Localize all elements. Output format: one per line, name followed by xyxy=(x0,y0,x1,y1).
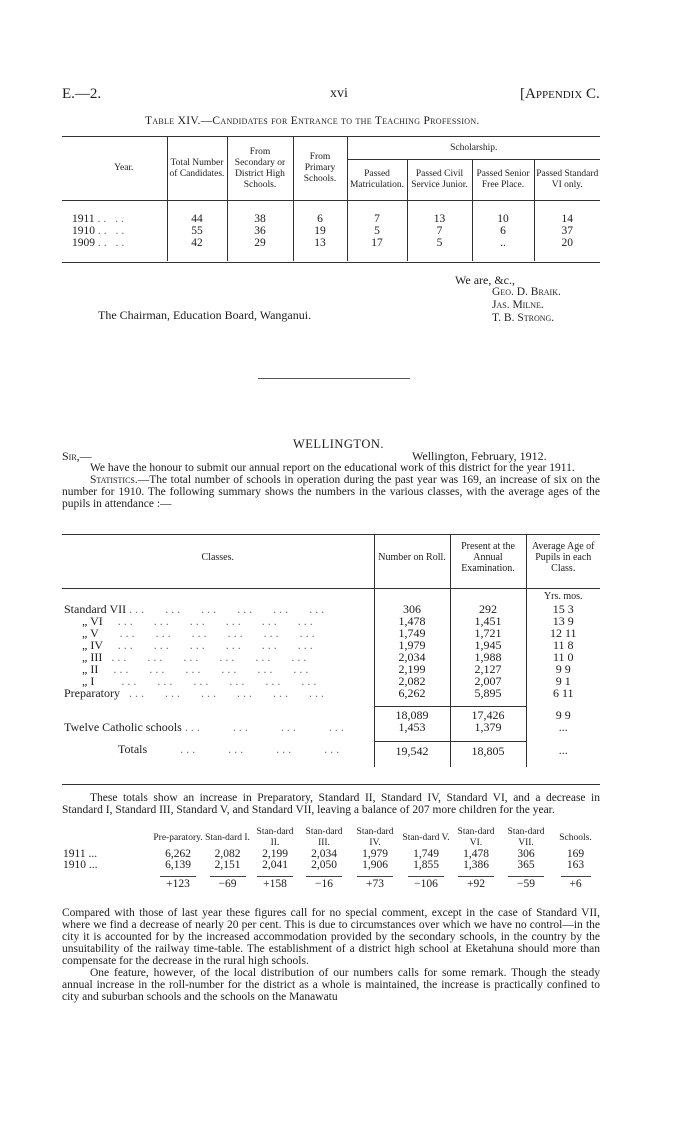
cell-roll: 1,453 xyxy=(374,721,450,733)
paragraph: These totals show an increase in Preparatory, Standard II, Standard IV, Standard VI, and a decrease in Standard I, Standard III, Standard V, and Standard VII, leaving a balance of 207 more children for the year. xyxy=(62,792,600,816)
cell-senior: .. xyxy=(472,237,534,249)
cell-senior: 10 xyxy=(472,213,534,225)
cell: 2,041 xyxy=(262,859,288,871)
statistics-text: —The total number of schools in operation during the past year was 169, an increase of six on the number for 1910. The following summary shows the numbers in the various classes, with the average ages of the pupils in attendance :— xyxy=(62,474,600,510)
signatory-name: Geo. D. Braik. xyxy=(492,286,561,298)
cell-primary: 13 xyxy=(293,237,347,249)
cell-age: ... xyxy=(526,741,600,767)
table-row: Standard VII ... ... ... ... ... ... 306 292 15 3 xyxy=(62,603,600,615)
page-header-center: xvi xyxy=(330,86,348,101)
cell-roll: 306 xyxy=(374,603,450,615)
cell-present: 17,426 xyxy=(450,707,526,722)
cell: +92 xyxy=(467,878,485,890)
commentary xyxy=(62,907,600,1003)
class-label: Totals xyxy=(118,741,148,756)
table-row xyxy=(62,213,600,225)
col-matric: Passed Matriculation. xyxy=(347,160,407,201)
candidates-table xyxy=(62,137,600,261)
table-row: „ IV ... ... ... ... ... ... 1,979 1,945 11 8 xyxy=(62,639,600,651)
cell-age: 12 11 xyxy=(526,627,600,639)
col-standard-iii: Stan-dard III. xyxy=(305,827,343,848)
cell-roll: 2,082 xyxy=(374,675,450,687)
table-row: „ I ... ... ... ... ... ... 2,082 2,007 9 1 xyxy=(62,675,600,687)
cell-roll: 18,089 xyxy=(374,707,450,722)
class-label: Standard VII xyxy=(64,601,127,616)
cell: 2,050 xyxy=(311,859,337,871)
cell-senior: 6 xyxy=(472,225,534,237)
col-classes: Classes. xyxy=(201,552,234,563)
table-row: „ V ... ... ... ... ... ... 1,749 1,721 12 11 xyxy=(62,627,600,639)
cell: 2,034 xyxy=(311,848,337,860)
cell-present: 5,895 xyxy=(450,687,526,699)
cell-age: 11 0 xyxy=(526,651,600,663)
cell-secondary: 36 xyxy=(227,225,293,237)
table-row xyxy=(62,237,600,249)
table-row xyxy=(62,860,600,871)
totals-row: Totals ... ... ... ... 19,542 18,805 ... xyxy=(62,741,600,767)
signatory-name: T. B. Strong. xyxy=(492,312,555,324)
cell-std6: 14 xyxy=(534,213,600,225)
class-label: „ I xyxy=(82,673,95,688)
col-standard-iv: Stan-dard IV. xyxy=(356,827,394,848)
col-scholarship: Scholarship. xyxy=(347,137,600,160)
cell-roll: 1,478 xyxy=(374,615,450,627)
cell: +158 xyxy=(263,878,287,890)
section-divider xyxy=(258,378,410,379)
cell: −69 xyxy=(218,878,237,890)
page-header-left: E.—2. xyxy=(62,86,102,102)
class-label: Preparatory xyxy=(64,685,120,700)
table-bottom-rule xyxy=(62,784,600,785)
cell-total: 44 xyxy=(167,213,227,225)
col-standard-vi: Stan-dard VI. xyxy=(457,827,495,848)
cell-present: 292 xyxy=(450,603,526,615)
cell-roll: 2,199 xyxy=(374,663,450,675)
col-present: Present at the Annual Examination. xyxy=(450,535,526,589)
cell: −16 xyxy=(315,878,333,890)
row-year: 1911 xyxy=(72,213,95,225)
cell-civil: 7 xyxy=(407,225,472,237)
cell-secondary: 38 xyxy=(227,213,293,225)
cell: 6,262 xyxy=(165,848,191,860)
cell-matric: 5 xyxy=(347,225,407,237)
table-row: Preparatory ... ... ... ... ... ... 6,262 5,895 6 11 xyxy=(62,687,600,699)
difference-row xyxy=(62,879,600,890)
increase-decrease-paragraph xyxy=(62,792,600,816)
cell: 1,979 xyxy=(362,848,388,860)
class-label: „ V xyxy=(82,625,99,640)
col-standard-i: Stan-dard I. xyxy=(205,832,250,843)
cell-matric: 17 xyxy=(347,237,407,249)
cell-roll: 1,979 xyxy=(374,639,450,651)
cell-std6: 20 xyxy=(534,237,600,249)
col-secondary: From Secondary or District High Schools. xyxy=(227,137,293,201)
leader-dots: .. .. xyxy=(97,213,127,225)
col-senior: Passed Senior Free Place. xyxy=(472,160,534,201)
cell-primary: 19 xyxy=(293,225,347,237)
paragraph: Compared with those of last year these figures call for no special comment, except in the case of Standard VII, where we find a decrease of nearly 20 per cent. This is due to circumstances over which we have no control—in the city it is accounted for by the increased accommodation provided by the secondary schools, in the country by the unsuitability of the railway time-table. The establishment of a district high school at Eketahuna should more than compensate for the decrease in the rural high schools. xyxy=(62,907,600,967)
cell-matric: 7 xyxy=(347,213,407,225)
cell: +123 xyxy=(166,878,190,890)
table-title: Table XIV.—Candidates for Entrance to the Teaching Profession. xyxy=(145,115,480,127)
classes-table xyxy=(62,535,600,767)
section-heading: WELLINGTON. xyxy=(293,437,385,451)
col-standard-ii: Stan-dard II. xyxy=(256,827,294,848)
row-year: 1910 xyxy=(72,225,95,237)
cell: 1,386 xyxy=(463,859,489,871)
paragraph: We have the honour to submit our annual report on the educational work of this district for the year 1911. xyxy=(90,462,575,474)
leader-dots: .. .. xyxy=(97,225,128,237)
col-preparatory: Pre-paratory. xyxy=(153,832,203,843)
cell-age: 6 11 xyxy=(526,687,600,699)
col-year: Year. xyxy=(114,163,134,173)
cell-total: 55 xyxy=(167,225,227,237)
page-header-right: [Appendix C. xyxy=(520,86,600,102)
col-primary: From Primary Schools. xyxy=(293,137,347,201)
paragraph xyxy=(62,474,600,510)
cell-present: 1,945 xyxy=(450,639,526,651)
cell: 1,855 xyxy=(413,859,439,871)
cell-age: 11 8 xyxy=(526,639,600,651)
cell: 2,199 xyxy=(262,848,288,860)
col-standard-vii: Stan-dard VII. xyxy=(507,827,545,848)
cell-present: 1,988 xyxy=(450,651,526,663)
cell-present: 2,007 xyxy=(450,675,526,687)
table-bottom-rule xyxy=(62,262,600,263)
cell-age: 9 1 xyxy=(526,675,600,687)
cell-age: 9 9 xyxy=(526,707,600,722)
table-row: „ II ... ... ... ... ... ... 2,199 2,127 9 9 xyxy=(62,663,600,675)
cell: 1,478 xyxy=(463,848,489,860)
cell-secondary: 29 xyxy=(227,237,293,249)
paragraph: One feature, however, of the local distribution of our numbers calls for some remark. Though the steady annual increase in the roll-number for the district as a whole is maintained, the increase is practically confined to city and suburban schools and the schools on the Manawatu xyxy=(62,967,600,1003)
cell: 6,139 xyxy=(165,859,191,871)
cell-age: 9 9 xyxy=(526,663,600,675)
cell-roll: 6,262 xyxy=(374,687,450,699)
dateline: Wellington, February, 1912. xyxy=(412,449,547,463)
class-label: „ IV xyxy=(82,637,103,652)
cell-civil: 13 xyxy=(407,213,472,225)
cell-present: 18,805 xyxy=(450,741,526,767)
cell: −106 xyxy=(414,878,438,890)
cell-civil: 5 xyxy=(407,237,472,249)
col-standard-v: Stan-dard V. xyxy=(402,832,450,843)
cell: +73 xyxy=(366,878,384,890)
cell-present: 1,451 xyxy=(450,615,526,627)
cell-roll: 1,749 xyxy=(374,627,450,639)
col-roll: Number on Roll. xyxy=(374,535,450,589)
signatory-name: Jas. Milne. xyxy=(492,299,544,311)
cell-total: 42 xyxy=(167,237,227,249)
col-total: Total Number of Candidates. xyxy=(167,137,227,201)
cell: 1,749 xyxy=(413,848,439,860)
table-row: „ VI ... ... ... ... ... ... 1,478 1,451 13 9 xyxy=(62,615,600,627)
comparison-table xyxy=(62,827,600,890)
col-std6: Passed Standard VI only. xyxy=(534,160,600,201)
class-label: „ III xyxy=(82,649,103,664)
row-label: 1910 ... xyxy=(63,859,98,871)
col-schools: Schools. xyxy=(559,832,592,843)
cell: 306 xyxy=(517,848,535,860)
cell-age: 13 9 xyxy=(526,615,600,627)
cell: 365 xyxy=(517,859,535,871)
leader-dots: .. .. xyxy=(97,237,128,249)
signoff-greeting: We are, &c., xyxy=(455,273,515,287)
class-label: „ II xyxy=(82,661,99,676)
row-label: 1911 ... xyxy=(63,848,98,860)
cell: +6 xyxy=(569,878,582,890)
cell-present: 1,721 xyxy=(450,627,526,639)
cell-present: 1,379 xyxy=(450,721,526,733)
salutation: Sir,— xyxy=(62,449,92,463)
table-row xyxy=(62,225,600,237)
cell: 1,906 xyxy=(362,859,388,871)
age-units: Yrs. mos. xyxy=(526,589,600,603)
cell-age: ... xyxy=(526,721,600,733)
cell-roll: 2,034 xyxy=(374,651,450,663)
subtotal-row xyxy=(62,707,600,722)
row-year: 1909 xyxy=(72,237,95,249)
cell-primary: 6 xyxy=(293,213,347,225)
cell: 2,082 xyxy=(214,848,241,860)
table-row: Twelve Catholic schools ... ... ... ... 1,453 1,379 ... xyxy=(62,721,600,733)
cell: 169 xyxy=(566,848,585,860)
statistics-lead: Statistics. xyxy=(90,474,138,486)
cell-roll: 19,542 xyxy=(374,741,450,767)
cell: −59 xyxy=(517,878,535,890)
addressee: The Chairman, Education Board, Wanganui. xyxy=(98,308,312,322)
cell: 163 xyxy=(566,859,585,871)
cell-std6: 37 xyxy=(534,225,600,237)
class-label: Twelve Catholic schools xyxy=(64,720,182,734)
table-row: „ III ... ... ... ... ... ... 2,034 1,988 11 0 xyxy=(62,651,600,663)
cell: 2,151 xyxy=(214,859,241,871)
col-civil: Passed Civil Service Junior. xyxy=(407,160,472,201)
report-intro xyxy=(62,462,600,510)
col-age: Average Age of Pupils in each Class. xyxy=(526,535,600,589)
cell-present: 2,127 xyxy=(450,663,526,675)
class-label: „ VI xyxy=(82,613,103,628)
cell-age: 15 3 xyxy=(526,603,600,615)
